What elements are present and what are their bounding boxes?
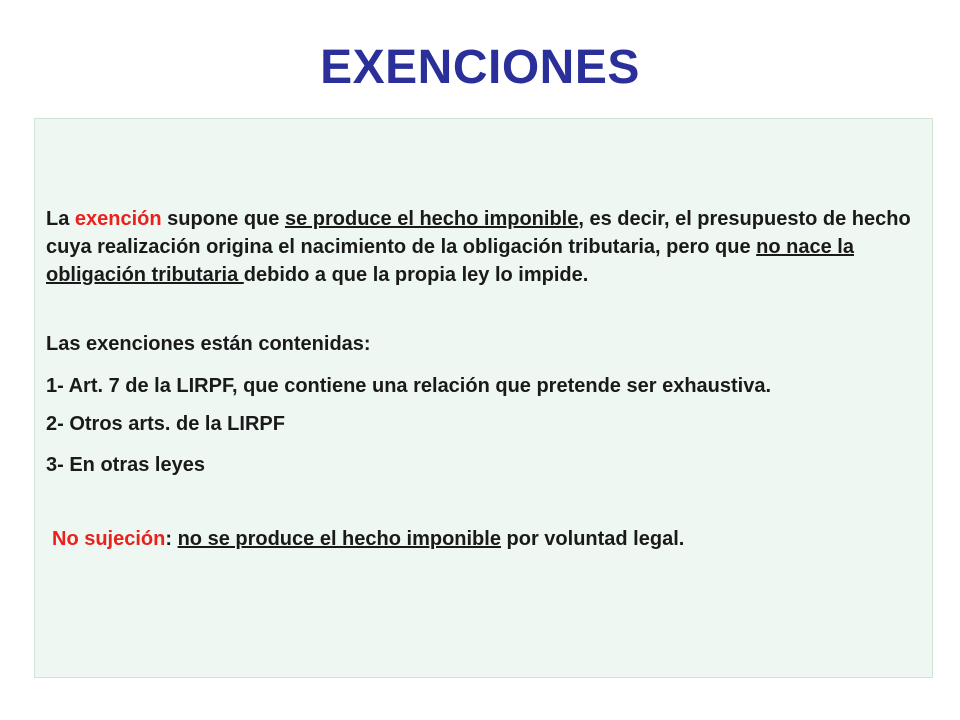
no-sujecion-rest: por voluntad legal. bbox=[500, 528, 685, 550]
list-item-3: 3- En otras leyes bbox=[46, 454, 205, 476]
underlined-hecho-imponible: se produce el hecho imponible bbox=[284, 208, 579, 230]
slide-title: EXENCIONES bbox=[320, 41, 640, 94]
no-sujecion-term: No sujeción bbox=[52, 528, 166, 550]
list-item-1: 1- Art. 7 de la LIRPF, que contiene una relación que pretende ser exhaustiva. bbox=[46, 375, 772, 397]
list-item-2: 2- Otros arts. de la LIRPF bbox=[46, 413, 285, 435]
contained-intro: Las exenciones están contenidas: bbox=[46, 333, 371, 355]
definition-text-2: supone que bbox=[161, 208, 285, 230]
definition-text-3: , es decir, el presupuesto de hecho cuya realización origina el nacimiento de la obligación tributaria, pero que bbox=[46, 208, 911, 258]
definition-text-1: La bbox=[46, 208, 75, 230]
underlined-no-se-produce: no se produce el hecho imponible bbox=[177, 528, 501, 550]
exencion-term: exención bbox=[74, 208, 162, 230]
no-sujecion-separator: : bbox=[165, 528, 178, 550]
exencion-definition bbox=[46, 205, 916, 289]
no-sujecion-definition bbox=[52, 525, 684, 553]
underlined-no-nace-obligacion: no nace la obligación tributaria bbox=[46, 236, 854, 286]
definition-text-4: debido a que la propia ley lo impide. bbox=[243, 264, 589, 286]
content-box bbox=[34, 118, 933, 678]
